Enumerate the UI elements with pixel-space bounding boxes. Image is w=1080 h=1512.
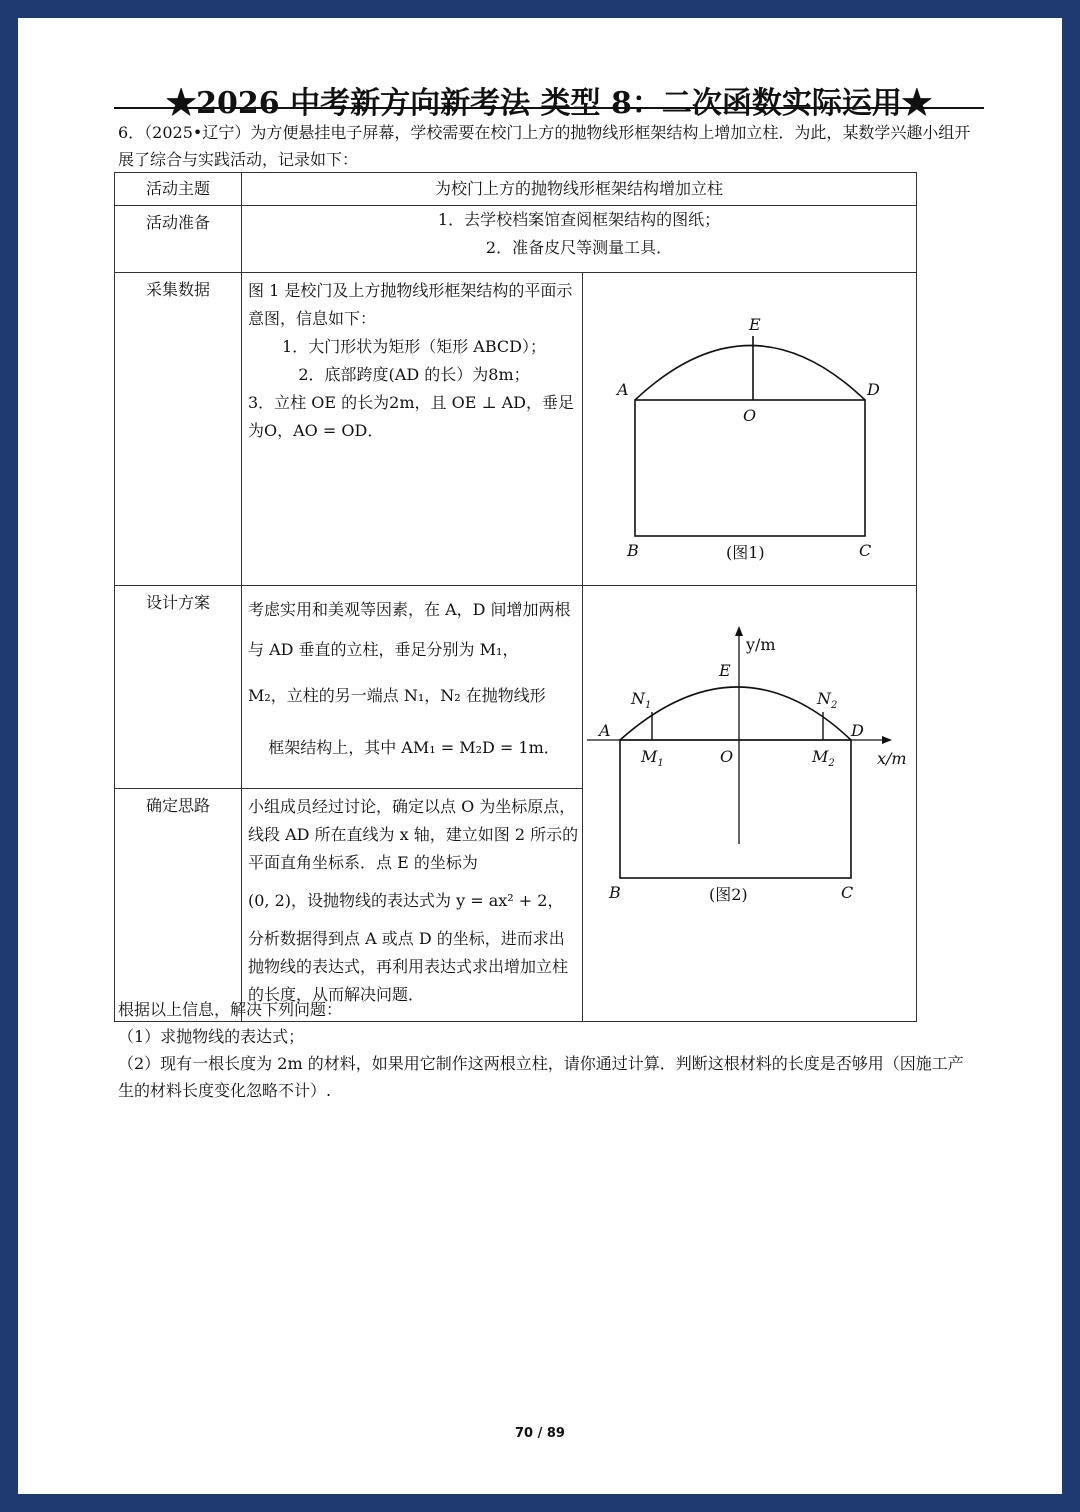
approach-line: 分析数据得到点 A 或点 D 的坐标，进而求出抛物线的表达式，再利用表达式求出增加立柱的长度，从而解决问题． (248, 929, 569, 1004)
label-d: D (867, 380, 880, 399)
label-o: O (720, 747, 734, 766)
label-m1: $M_1$ (641, 747, 664, 769)
row-label-preparation: 活动准备 (115, 206, 242, 273)
preparation-content (242, 206, 917, 273)
question-2: （2）现有一根长度为 2m 的材料，如果用它制作这两根立柱，请你通过计算．判断这根材料的长度是否够用（因施工产生的材料长度变化忽略不计）. (118, 1054, 964, 1100)
approach-content (242, 789, 583, 1022)
figure-1 (583, 273, 916, 579)
design-line: 框架结构上，其中 AM₁ = M₂D = 1m． (268, 738, 560, 757)
label-x-axis: x/m (877, 749, 907, 768)
label-a: A (617, 380, 629, 399)
label-m2: $M_2$ (812, 747, 835, 769)
title-divider (114, 107, 984, 109)
collect-line: 2．底部跨度(AD 的长）为8m； (298, 365, 530, 384)
page (18, 18, 1062, 1494)
collect-line: 1．大门形状为矩形（矩形 ABCD）； (282, 337, 546, 356)
y-axis-arrow-icon (735, 626, 743, 636)
prep-line: 2．准备皮尺等测量工具． (485, 238, 673, 257)
question-1: （1）求抛物线的表达式； (118, 1027, 305, 1046)
page-title: ★2026 中考新方向新考法 类型 8：二次函数实际运用★ (166, 86, 932, 121)
x-axis-arrow-icon (882, 736, 892, 744)
figure-1-cell (583, 273, 917, 586)
label-a: A (599, 721, 611, 740)
figure-1-caption: (图1) (726, 543, 765, 562)
row-label-approach: 确定思路 (115, 789, 242, 1022)
label-d: D (851, 721, 864, 740)
label-b: B (627, 541, 639, 560)
prep-line: 1．去学校档案馆查阅框架结构的图纸； (437, 210, 721, 229)
row-label-collect-data: 采集数据 (115, 273, 242, 586)
activity-record-table (114, 172, 917, 1022)
questions-lead: 根据以上信息，解决下列问题： (118, 1000, 343, 1019)
collect-data-content (242, 273, 583, 586)
table-row (115, 586, 917, 789)
page-number: 70 / 89 (515, 1426, 565, 1441)
approach-line: (0, 2)，设抛物线的表达式为 y = ax² + 2， (248, 891, 564, 910)
table-row (115, 273, 917, 586)
collect-line: 3．立柱 OE 的长为2m，且 OE ⊥ AD，垂足为O，AO = OD． (248, 393, 574, 440)
label-n1: $N_1$ (631, 689, 652, 711)
label-b: B (609, 883, 621, 902)
table-row (115, 173, 917, 206)
label-y-axis: y/m (746, 635, 776, 654)
label-o: O (743, 406, 757, 425)
design-line: 考虑实用和美观等因素，在 A，D 间增加两根与 AD 垂直的立柱，垂足分别为 M₁， (248, 600, 571, 659)
theme-content: 为校门上方的抛物线形框架结构增加立柱 (242, 173, 917, 206)
approach-line: 小组成员经过讨论，确定以点 O 为坐标原点，线段 AD 所在直线为 x 轴，建立如图 2 所示的平面直角坐标系．点 E 的坐标为 (248, 797, 579, 872)
row-label-design: 设计方案 (115, 586, 242, 789)
label-c: C (859, 541, 872, 560)
problem-intro: 6．（2025•辽宁）为方便悬挂电子屏幕，学校需要在校门上方的抛物线形框架结构上增加立柱．为此，某数学兴趣小组开展了综合与实践活动，记录如下： (118, 123, 971, 169)
questions-block (118, 996, 978, 1104)
label-n2: $N_2$ (817, 689, 838, 711)
table-row (115, 206, 917, 273)
label-e: E (749, 315, 761, 334)
design-content (242, 586, 583, 789)
figure-2 (583, 586, 916, 1008)
design-line: M₂，立柱的另一端点 N₁，N₂ 在抛物线形 (248, 686, 546, 705)
parabola-arch (635, 346, 865, 401)
label-c: C (841, 883, 854, 902)
label-e: E (719, 661, 731, 680)
collect-line: 图 1 是校门及上方抛物线形框架结构的平面示意图，信息如下： (248, 281, 573, 328)
row-label-theme: 活动主题 (115, 173, 242, 206)
figure-2-cell (583, 586, 917, 1022)
figure-2-caption: (图2) (709, 885, 748, 904)
